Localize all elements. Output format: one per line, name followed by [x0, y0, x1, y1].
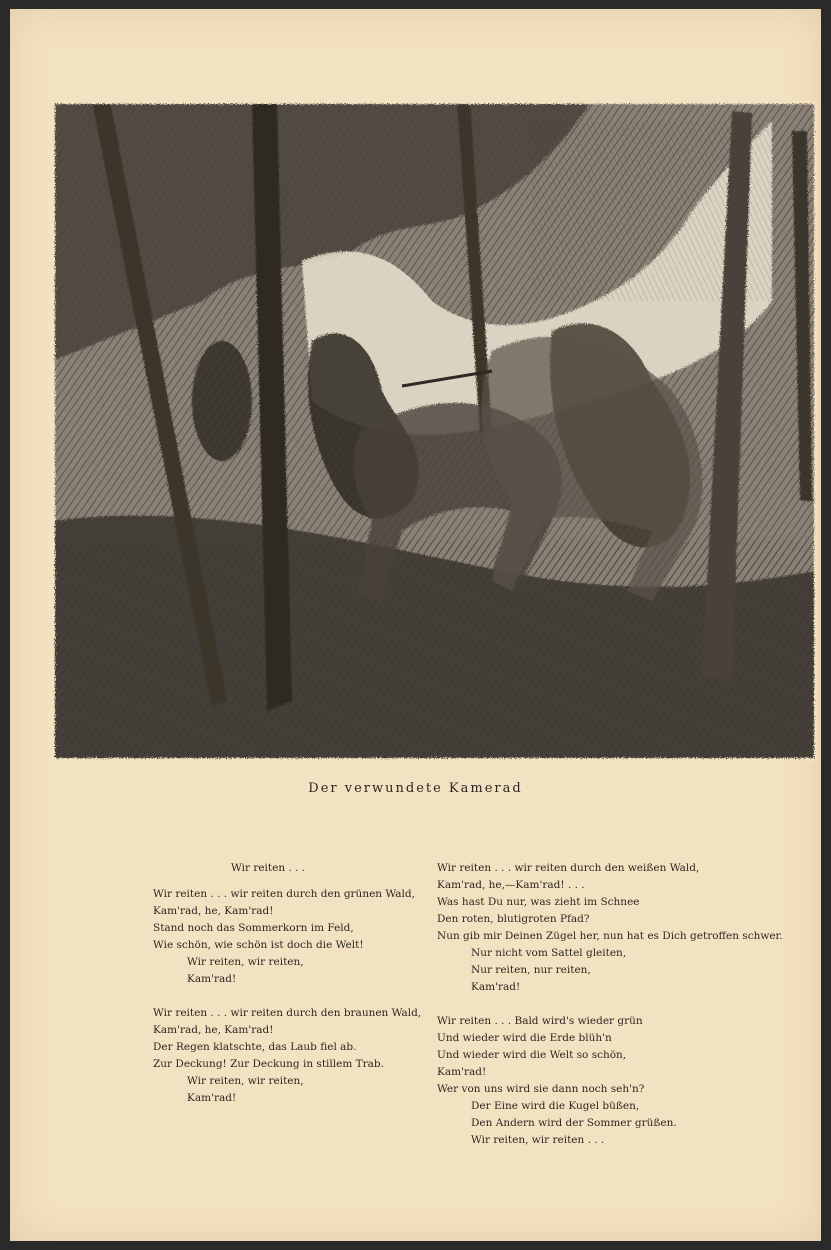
stanza-gap [437, 996, 783, 1013]
paper-sheet [10, 9, 821, 1241]
lithograph-illustration [52, 101, 817, 761]
poem-line: Wir reiten, wir reiten, [187, 956, 304, 968]
poem-left-column [153, 860, 421, 1107]
poem-line: Was hast Du nur, was zieht im Schnee [437, 896, 640, 908]
stanza-gap [153, 988, 421, 1005]
poem-line: Kam'rad! [187, 1092, 237, 1104]
poem-line: Wir reiten . . . wir reiten durch den grünen Wald, [153, 888, 415, 900]
poem-line: Kam'rad, he, Kam'rad! [153, 1024, 274, 1036]
poem-line: Kam'rad, he, Kam'rad! [153, 905, 274, 917]
poem-line: Den Andern wird der Sommer grüßen. [471, 1117, 677, 1129]
poem-line: Nur reiten, nur reiten, [471, 964, 591, 976]
poem-line: Kam'rad! [437, 1066, 487, 1078]
poem-right-column [437, 860, 783, 1149]
poem-line: Der Regen klatschte, das Laub fiel ab. [153, 1041, 357, 1053]
poem-line: Wir reiten . . . Bald wird's wieder grün [437, 1015, 643, 1027]
poem-line: Nun gib mir Deinen Zügel her, nun hat es Dich getroffen schwer. [437, 930, 783, 942]
poem-line: Wir reiten . . . wir reiten durch den braunen Wald, [153, 1007, 422, 1019]
poem-line: Nur nicht vom Sattel gleiten, [471, 947, 627, 959]
poem-line: Zur Deckung! Zur Deckung in stillem Trab. [153, 1058, 384, 1070]
poem-line: Stand noch das Sommerkorn im Feld, [153, 922, 354, 934]
poem-line: Kam'rad! [471, 981, 521, 993]
poem-line: Und wieder wird die Welt so schön, [437, 1049, 627, 1061]
poem-line: Wir reiten . . . wir reiten durch den weißen Wald, [437, 862, 700, 874]
poem-line: Kam'rad! [187, 973, 237, 985]
poem-line: Wir reiten, wir reiten, [187, 1075, 304, 1087]
poem-line: Wir reiten, wir reiten . . . [471, 1134, 605, 1146]
poem-line: Der Eine wird die Kugel büßen, [471, 1100, 640, 1112]
document-title: Der verwundete Kamerad [308, 781, 523, 796]
forest-riders-image [52, 101, 817, 761]
poem-line: Wer von uns wird sie dann noch seh'n? [437, 1083, 645, 1095]
poem-heading: Wir reiten . . . [231, 862, 306, 874]
poem-line: Wie schön, wie schön ist doch die Welt! [153, 939, 364, 951]
poem-line: Und wieder wird die Erde blüh'n [437, 1032, 612, 1044]
poem-line: Kam'rad, he,—Kam'rad! . . . [437, 879, 585, 891]
poem-line: Den roten, blutigroten Pfad? [437, 913, 590, 925]
